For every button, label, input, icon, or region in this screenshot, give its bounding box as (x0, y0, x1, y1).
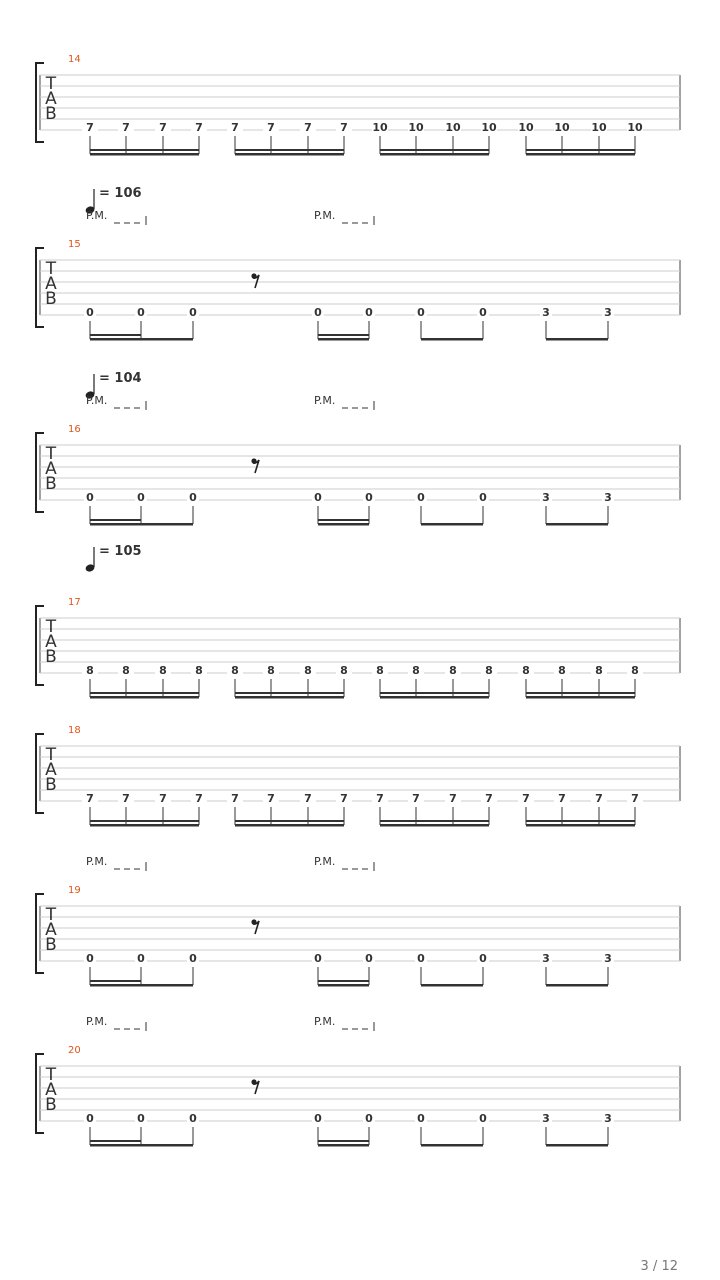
measure-number: 19 (68, 885, 81, 896)
fret-number: 0 (479, 306, 487, 319)
fret-number: 8 (231, 664, 239, 677)
tab-clef-letter: B (45, 474, 57, 494)
tab-clef-letter: A (45, 459, 57, 479)
measure-number: 17 (68, 597, 81, 608)
fret-number: 3 (604, 952, 612, 965)
fret-number: 7 (340, 121, 348, 134)
fret-number: 7 (267, 792, 275, 805)
fret-number: 8 (340, 664, 348, 677)
fret-number: 0 (365, 1112, 373, 1125)
fret-number: 8 (267, 664, 275, 677)
fret-number: 7 (376, 792, 384, 805)
page-number: 3 / 12 (640, 1259, 678, 1274)
tab-clef-letter: A (45, 760, 57, 780)
palm-mute-label: P.M. (314, 1015, 336, 1028)
beam-primary (235, 153, 344, 156)
beam-secondary (318, 1140, 369, 1142)
fret-number: 0 (479, 491, 487, 504)
fret-number: 8 (159, 664, 167, 677)
system-16 (36, 371, 680, 526)
beam-secondary (526, 149, 635, 151)
beam-primary (235, 824, 344, 827)
fret-number: 0 (417, 1112, 425, 1125)
fret-number: 3 (604, 306, 612, 319)
beam-primary (90, 824, 199, 827)
fret-number: 0 (417, 952, 425, 965)
tab-clef-letter: B (45, 935, 57, 955)
beam-secondary (318, 980, 369, 982)
tab-clef-letter: T (45, 259, 57, 279)
fret-number: 7 (485, 792, 493, 805)
fret-number: 0 (365, 306, 373, 319)
fret-number: 0 (86, 306, 94, 319)
fret-number: 0 (417, 491, 425, 504)
fret-number: 8 (122, 664, 130, 677)
fret-number: 0 (314, 306, 322, 319)
beam-primary (380, 153, 489, 156)
tab-clef-letter: T (45, 74, 57, 94)
system-15 (36, 186, 680, 341)
beam-secondary (318, 334, 369, 336)
beam-secondary (90, 334, 141, 336)
fret-number: 7 (122, 121, 130, 134)
fret-number: 0 (189, 1112, 197, 1125)
fret-number: 0 (479, 1112, 487, 1125)
eighth-rest-icon (251, 919, 259, 934)
tab-clef-letter: T (45, 1065, 57, 1085)
beam-primary (90, 1144, 193, 1147)
tab-clef-letter: T (45, 617, 57, 637)
beam-secondary (380, 692, 489, 694)
fret-number: 0 (365, 952, 373, 965)
tab-clef-letter: T (45, 444, 57, 464)
fret-number: 8 (558, 664, 566, 677)
beam-secondary (526, 692, 635, 694)
beam-primary (421, 338, 483, 341)
tab-clef-letter: T (45, 905, 57, 925)
fret-number: 0 (189, 491, 197, 504)
measure-number: 18 (68, 725, 81, 736)
fret-number: 8 (195, 664, 203, 677)
fret-number: 10 (591, 121, 607, 134)
beam-primary (235, 696, 344, 699)
system-14 (36, 54, 680, 156)
eighth-rest-icon (251, 458, 259, 473)
fret-number: 0 (137, 1112, 145, 1125)
fret-number: 0 (417, 306, 425, 319)
beam-primary (318, 1144, 369, 1147)
fret-number: 8 (595, 664, 603, 677)
system-20 (36, 1015, 680, 1147)
fret-number: 10 (372, 121, 388, 134)
beam-primary (421, 984, 483, 987)
tab-clef-letter: B (45, 647, 57, 667)
fret-number: 7 (231, 792, 239, 805)
palm-mute-label: P.M. (86, 1015, 108, 1028)
palm-mute-label: P.M. (86, 209, 108, 222)
beam-primary (380, 696, 489, 699)
fret-number: 3 (604, 1112, 612, 1125)
fret-number: 0 (86, 952, 94, 965)
fret-number: 10 (518, 121, 534, 134)
fret-number: 0 (479, 952, 487, 965)
palm-mute-label: P.M. (86, 855, 108, 868)
tab-clef-letter: A (45, 920, 57, 940)
fret-number: 10 (627, 121, 643, 134)
tab-clef-letter: B (45, 289, 57, 309)
fret-number: 0 (86, 1112, 94, 1125)
beam-secondary (90, 1140, 141, 1142)
tab-clef-letter: A (45, 1080, 57, 1100)
fret-number: 3 (542, 306, 550, 319)
fret-number: 0 (137, 952, 145, 965)
tempo-marking: = 105 (99, 544, 142, 559)
tempo-marking: = 106 (99, 186, 142, 201)
palm-mute-label: P.M. (314, 209, 336, 222)
fret-number: 7 (122, 792, 130, 805)
fret-number: 7 (558, 792, 566, 805)
fret-number: 7 (159, 121, 167, 134)
beam-primary (526, 696, 635, 699)
measure-number: 16 (68, 424, 81, 435)
beam-primary (546, 984, 608, 987)
fret-number: 7 (159, 792, 167, 805)
beam-secondary (526, 820, 635, 822)
fret-number: 8 (522, 664, 530, 677)
fret-number: 7 (231, 121, 239, 134)
beam-primary (318, 984, 369, 987)
fret-number: 8 (412, 664, 420, 677)
fret-number: 0 (365, 491, 373, 504)
fret-number: 7 (595, 792, 603, 805)
fret-number: 8 (631, 664, 639, 677)
beam-primary (318, 523, 369, 526)
fret-number: 7 (195, 792, 203, 805)
tab-clef-letter: A (45, 274, 57, 294)
fret-number: 3 (542, 952, 550, 965)
fret-number: 7 (86, 792, 94, 805)
beam-primary (421, 1144, 483, 1147)
beam-secondary (90, 980, 141, 982)
fret-number: 7 (304, 792, 312, 805)
beam-primary (318, 338, 369, 341)
fret-number: 3 (542, 1112, 550, 1125)
measure-number: 20 (68, 1045, 81, 1056)
fret-number: 7 (522, 792, 530, 805)
fret-number: 7 (631, 792, 639, 805)
beam-secondary (90, 149, 199, 151)
fret-number: 7 (86, 121, 94, 134)
beam-secondary (235, 692, 344, 694)
fret-number: 0 (189, 306, 197, 319)
palm-mute-label: P.M. (86, 394, 108, 407)
beam-secondary (90, 820, 199, 822)
beam-secondary (380, 149, 489, 151)
fret-number: 8 (86, 664, 94, 677)
beam-secondary (90, 692, 199, 694)
beam-primary (526, 153, 635, 156)
measure-number: 14 (68, 54, 81, 65)
tempo-marking: = 104 (99, 371, 142, 386)
beam-primary (546, 1144, 608, 1147)
beam-primary (90, 984, 193, 987)
palm-mute-label: P.M. (314, 394, 336, 407)
palm-mute-label: P.M. (314, 855, 336, 868)
beam-primary (421, 523, 483, 526)
beam-primary (90, 696, 199, 699)
beam-secondary (318, 519, 369, 521)
fret-number: 3 (542, 491, 550, 504)
tab-clef-letter: B (45, 775, 57, 795)
beam-primary (90, 153, 199, 156)
fret-number: 8 (376, 664, 384, 677)
beam-primary (546, 338, 608, 341)
beam-primary (526, 824, 635, 827)
fret-number: 0 (137, 306, 145, 319)
fret-number: 7 (267, 121, 275, 134)
fret-number: 0 (137, 491, 145, 504)
beam-primary (90, 523, 193, 526)
fret-number: 7 (412, 792, 420, 805)
beam-secondary (235, 149, 344, 151)
fret-number: 3 (604, 491, 612, 504)
fret-number: 7 (304, 121, 312, 134)
tab-clef-letter: B (45, 1095, 57, 1115)
fret-number: 0 (189, 952, 197, 965)
fret-number: 7 (449, 792, 457, 805)
fret-number: 8 (449, 664, 457, 677)
fret-number: 0 (314, 1112, 322, 1125)
fret-number: 0 (314, 491, 322, 504)
beam-primary (380, 824, 489, 827)
fret-number: 7 (340, 792, 348, 805)
tab-clef-letter: A (45, 89, 57, 109)
measure-number: 15 (68, 239, 81, 250)
fret-number: 10 (554, 121, 570, 134)
fret-number: 7 (195, 121, 203, 134)
tab-clef-letter: B (45, 104, 57, 124)
beam-secondary (90, 519, 141, 521)
fret-number: 10 (481, 121, 497, 134)
fret-number: 0 (314, 952, 322, 965)
fret-number: 10 (445, 121, 461, 134)
eighth-rest-icon (251, 1079, 259, 1094)
fret-number: 8 (485, 664, 493, 677)
beam-secondary (380, 820, 489, 822)
system-18 (36, 725, 680, 827)
system-17 (36, 544, 680, 699)
system-19 (36, 855, 680, 987)
tab-clef-letter: T (45, 745, 57, 765)
fret-number: 8 (304, 664, 312, 677)
fret-number: 0 (86, 491, 94, 504)
beam-primary (546, 523, 608, 526)
beam-secondary (235, 820, 344, 822)
tab-clef-letter: A (45, 632, 57, 652)
beam-primary (90, 338, 193, 341)
eighth-rest-icon (251, 273, 259, 288)
fret-number: 10 (408, 121, 424, 134)
